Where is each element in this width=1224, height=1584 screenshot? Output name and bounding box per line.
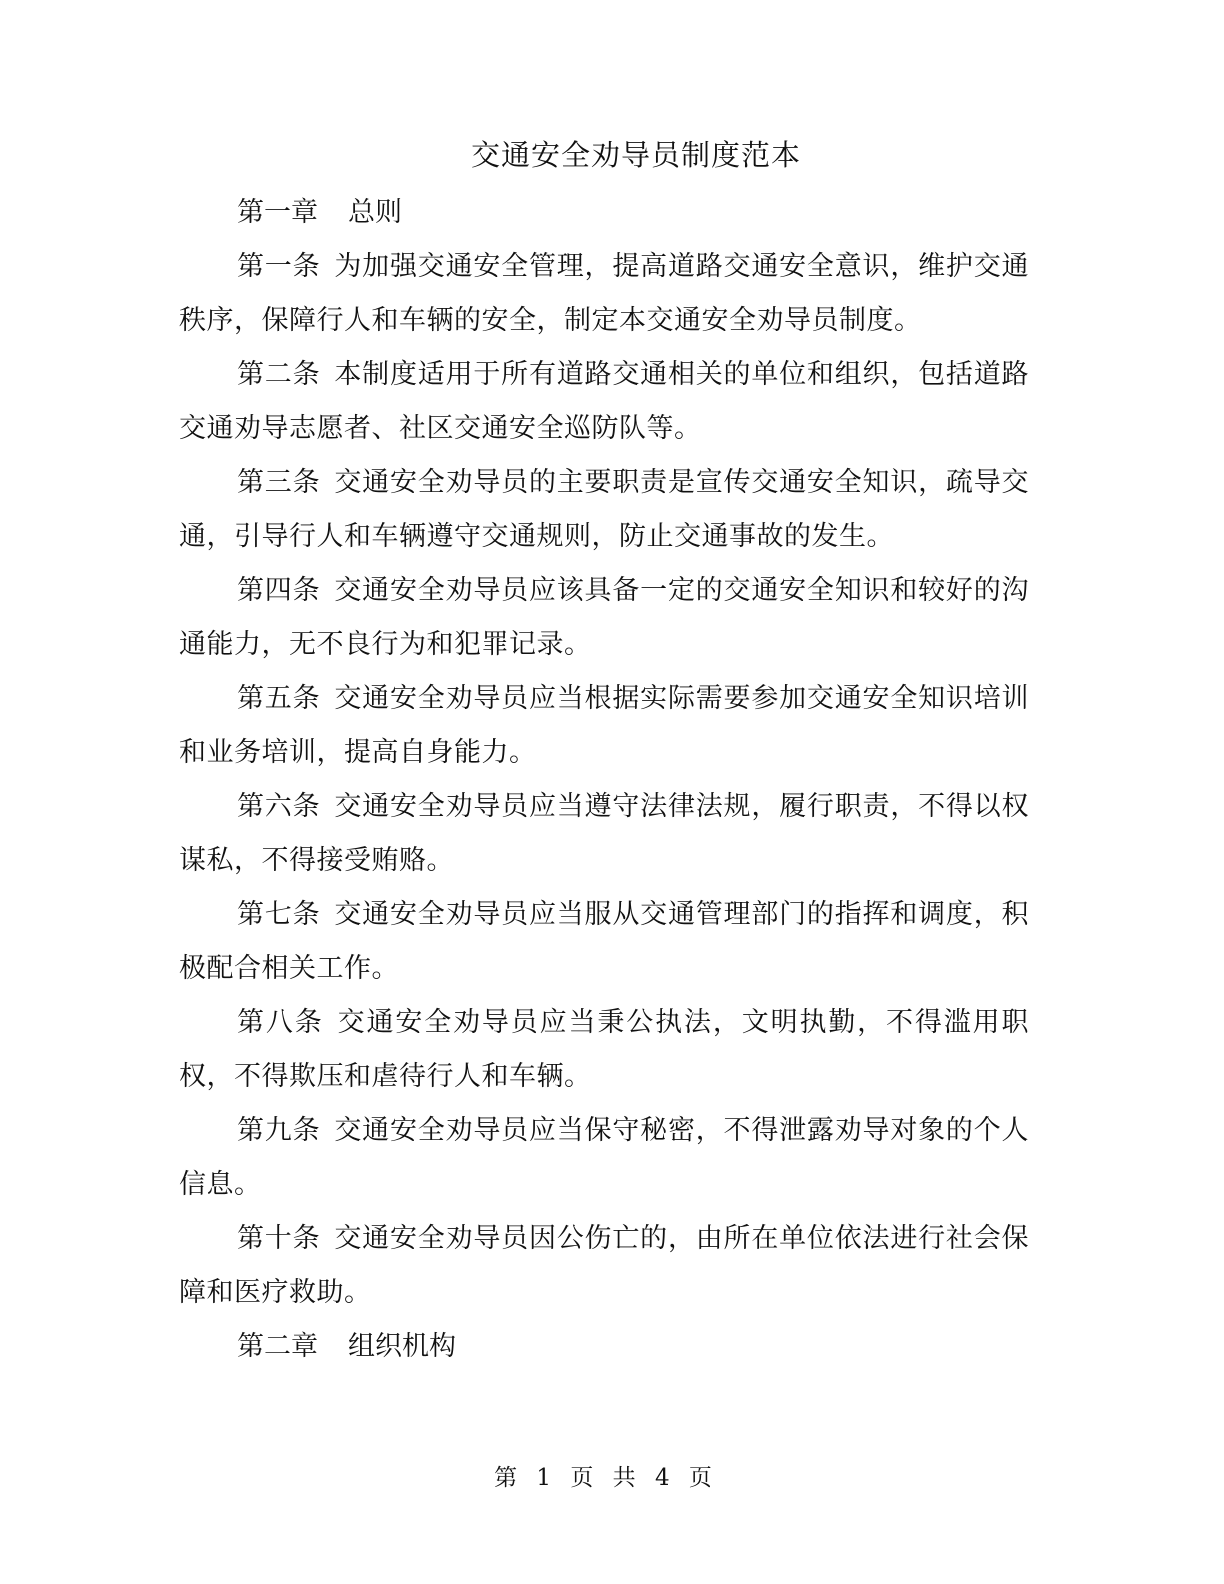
article-text: 交通安全劝导员应当遵守法律法规，履行职责，不得以权谋私，不得接受贿赂。: [179, 791, 1030, 876]
article-10: [179, 1212, 1029, 1320]
article-number: 第三条: [237, 467, 321, 498]
chapter-heading-2: [179, 1320, 1029, 1374]
article-text: 交通安全劝导员因公伤亡的，由所在单位依法进行社会保障和医疗救助。: [179, 1223, 1030, 1308]
article-text: 交通安全劝导员应该具备一定的交通安全知识和较好的沟通能力，无不良行为和犯罪记录。: [179, 575, 1030, 660]
page-number-footer: 第 1 页 共 4 页: [494, 1465, 718, 1491]
document-body: [179, 186, 1029, 1374]
article-1: [179, 240, 1029, 348]
article-number: 第一条: [237, 251, 321, 282]
article-text: 交通安全劝导员应当服从交通管理部门的指挥和调度，积极配合相关工作。: [179, 899, 1030, 984]
article-2: [179, 348, 1029, 456]
article-text: 本制度适用于所有道路交通相关的单位和组织，包括道路交通劝导志愿者、社区交通安全巡防队等。: [179, 359, 1030, 444]
article-text: 交通安全劝导员的主要职责是宣传交通安全知识，疏导交通，引导行人和车辆遵守交通规则，防止交通事故的发生。: [179, 467, 1030, 552]
article-number: 第十条: [237, 1223, 321, 1254]
article-5: [179, 672, 1029, 780]
article-9: [179, 1104, 1029, 1212]
article-number: 第七条: [237, 899, 321, 930]
chapter-number: 第二章: [237, 1331, 318, 1362]
article-4: [179, 564, 1029, 672]
article-number: 第五条: [237, 683, 321, 714]
article-number: 第九条: [237, 1115, 321, 1146]
article-7: [179, 888, 1029, 996]
article-number: 第四条: [237, 575, 321, 606]
article-3: [179, 456, 1029, 564]
article-8: [179, 996, 1029, 1104]
article-number: 第二条: [237, 359, 321, 390]
article-text: 交通安全劝导员应当秉公执法，文明执勤，不得滥用职权，不得欺压和虐待行人和车辆。: [179, 1007, 1030, 1092]
document-title: 交通安全劝导员制度范本: [470, 138, 801, 172]
article-6: [179, 780, 1029, 888]
article-text: 交通安全劝导员应当保守秘密，不得泄露劝导对象的个人信息。: [179, 1115, 1030, 1200]
chapter-name: 组织机构: [348, 1331, 456, 1362]
chapter-name: 总则: [348, 197, 402, 228]
chapter-heading-1: [179, 186, 1029, 240]
article-text: 为加强交通安全管理，提高道路交通安全意识，维护交通秩序，保障行人和车辆的安全，制定本交通安全劝导员制度。: [179, 251, 1030, 336]
article-number: 第六条: [237, 791, 321, 822]
chapter-number: 第一章: [237, 197, 318, 228]
article-number: 第八条: [237, 1007, 324, 1038]
article-text: 交通安全劝导员应当根据实际需要参加交通安全知识培训和业务培训，提高自身能力。: [179, 683, 1030, 768]
